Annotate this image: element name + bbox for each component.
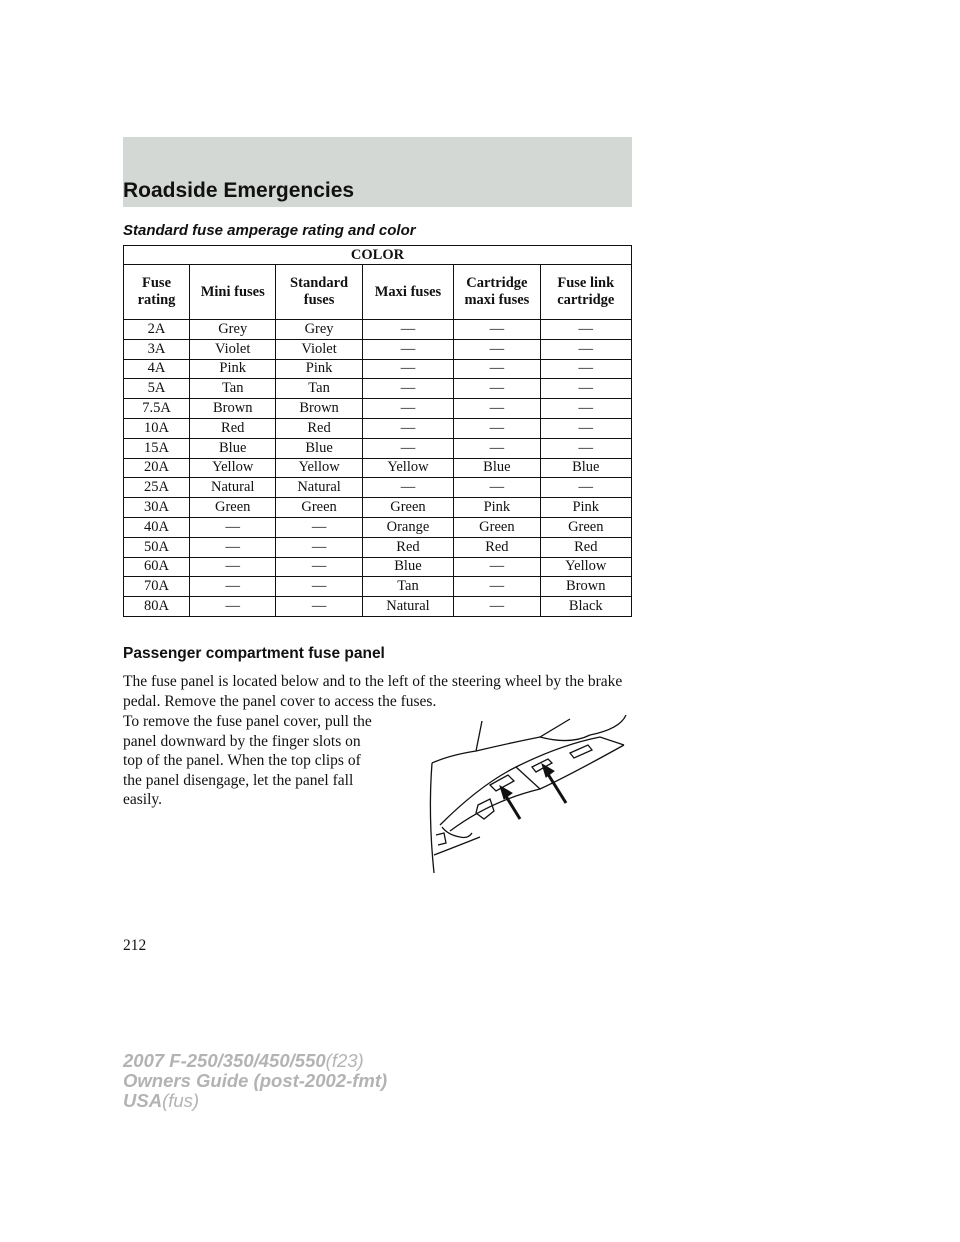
table-cell: — bbox=[362, 478, 453, 498]
color-group-header: COLOR bbox=[124, 246, 632, 265]
table-row bbox=[124, 458, 632, 478]
table-cell: 4A bbox=[124, 359, 190, 379]
table-row bbox=[124, 320, 632, 340]
table-cell: Yellow bbox=[276, 458, 362, 478]
table-row bbox=[124, 498, 632, 518]
table-row bbox=[124, 597, 632, 617]
document-footer bbox=[123, 1051, 387, 1111]
table-cell: — bbox=[276, 557, 362, 577]
table-cell: Pink bbox=[454, 498, 540, 518]
table-cell: Grey bbox=[276, 320, 362, 340]
table-cell: 7.5A bbox=[124, 399, 190, 419]
table-row bbox=[124, 537, 632, 557]
table-row bbox=[124, 359, 632, 379]
table-cell: Orange bbox=[362, 517, 453, 537]
table-cell: — bbox=[190, 517, 276, 537]
table-cell: — bbox=[362, 379, 453, 399]
table-cell: — bbox=[276, 517, 362, 537]
table-cell: — bbox=[362, 399, 453, 419]
paragraph-location: The fuse panel is located below and to the left of the steering wheel by the brake pedal. Remove the panel cover to access the fuses. bbox=[123, 673, 623, 710]
table-cell: Yellow bbox=[540, 557, 631, 577]
paragraph-removal: To remove the fuse panel cover, pull the panel downward by the finger slots on top of the panel. When the top clips of the panel disengage, let the panel fall easily. bbox=[123, 713, 372, 808]
section-title: Roadside Emergencies bbox=[123, 179, 355, 202]
column-header: Mini fuses bbox=[190, 265, 276, 320]
table-cell: — bbox=[454, 320, 540, 340]
footer-model-code: (f23) bbox=[325, 1050, 364, 1071]
table-cell: Pink bbox=[540, 498, 631, 518]
table-cell: Natural bbox=[362, 597, 453, 617]
table-cell: — bbox=[190, 597, 276, 617]
table-cell: — bbox=[540, 379, 631, 399]
table-cell: — bbox=[454, 597, 540, 617]
table-cell: Blue bbox=[540, 458, 631, 478]
table-cell: Red bbox=[454, 537, 540, 557]
column-header-row bbox=[124, 265, 632, 320]
table-cell: Tan bbox=[362, 577, 453, 597]
table-cell: 70A bbox=[124, 577, 190, 597]
table-cell: Yellow bbox=[190, 458, 276, 478]
table-cell: Green bbox=[454, 517, 540, 537]
table-cell: 25A bbox=[124, 478, 190, 498]
table-cell: Violet bbox=[276, 339, 362, 359]
table-cell: 10A bbox=[124, 418, 190, 438]
table-cell: Red bbox=[540, 537, 631, 557]
table-cell: Green bbox=[190, 498, 276, 518]
table-cell: — bbox=[454, 379, 540, 399]
table-cell: Blue bbox=[454, 458, 540, 478]
table-cell: — bbox=[454, 359, 540, 379]
table-cell: — bbox=[540, 418, 631, 438]
table-cell: — bbox=[454, 399, 540, 419]
table-cell: Natural bbox=[276, 478, 362, 498]
fuse-panel-illustration bbox=[420, 715, 632, 875]
table-cell: — bbox=[540, 438, 631, 458]
table-cell: 80A bbox=[124, 597, 190, 617]
footer-region: USA bbox=[123, 1090, 163, 1111]
table-cell: — bbox=[362, 339, 453, 359]
table-row bbox=[124, 339, 632, 359]
table-cell: 15A bbox=[124, 438, 190, 458]
table-cell: — bbox=[454, 478, 540, 498]
table-cell: Green bbox=[362, 498, 453, 518]
column-header: Fuse rating bbox=[124, 265, 190, 320]
table-cell: — bbox=[362, 359, 453, 379]
table-cell: Tan bbox=[190, 379, 276, 399]
table-cell: 60A bbox=[124, 557, 190, 577]
table-row bbox=[124, 557, 632, 577]
table-cell: Brown bbox=[540, 577, 631, 597]
table-row bbox=[124, 577, 632, 597]
table-row bbox=[124, 438, 632, 458]
table-cell: Grey bbox=[190, 320, 276, 340]
table-cell: — bbox=[540, 359, 631, 379]
table-cell: 50A bbox=[124, 537, 190, 557]
table-caption: Standard fuse amperage rating and color bbox=[123, 222, 416, 239]
table-cell: Yellow bbox=[362, 458, 453, 478]
table-cell: Red bbox=[276, 418, 362, 438]
table-row bbox=[124, 517, 632, 537]
table-cell: Black bbox=[540, 597, 631, 617]
table-cell: Green bbox=[276, 498, 362, 518]
table-cell: Pink bbox=[276, 359, 362, 379]
table-cell: Blue bbox=[190, 438, 276, 458]
table-row bbox=[124, 418, 632, 438]
table-cell: Blue bbox=[276, 438, 362, 458]
table-body bbox=[124, 320, 632, 617]
table-cell: — bbox=[454, 339, 540, 359]
table-cell: — bbox=[190, 557, 276, 577]
table-row bbox=[124, 478, 632, 498]
table-cell: — bbox=[454, 438, 540, 458]
footer-guide: Owners Guide (post-2002-fmt) bbox=[123, 1070, 388, 1091]
footer-region-code: (fus) bbox=[162, 1090, 200, 1111]
table-cell: — bbox=[362, 438, 453, 458]
table-cell: — bbox=[190, 537, 276, 557]
table-cell: — bbox=[362, 418, 453, 438]
column-header: Standard fuses bbox=[276, 265, 362, 320]
table-cell: Pink bbox=[190, 359, 276, 379]
table-cell: — bbox=[454, 577, 540, 597]
table-cell: — bbox=[540, 320, 631, 340]
table-cell: — bbox=[540, 339, 631, 359]
table-cell: 3A bbox=[124, 339, 190, 359]
table-cell: — bbox=[276, 597, 362, 617]
table-cell: Tan bbox=[276, 379, 362, 399]
table-cell: — bbox=[362, 320, 453, 340]
table-cell: 30A bbox=[124, 498, 190, 518]
table-cell: Red bbox=[362, 537, 453, 557]
table-cell: 40A bbox=[124, 517, 190, 537]
table-cell: Red bbox=[190, 418, 276, 438]
column-header: Maxi fuses bbox=[362, 265, 453, 320]
table-cell: — bbox=[540, 478, 631, 498]
table-cell: 2A bbox=[124, 320, 190, 340]
table-cell: 20A bbox=[124, 458, 190, 478]
fuse-color-table bbox=[123, 245, 632, 617]
table-cell: — bbox=[276, 577, 362, 597]
table-row bbox=[124, 399, 632, 419]
table-cell: Natural bbox=[190, 478, 276, 498]
table-cell: — bbox=[190, 577, 276, 597]
table-cell: Violet bbox=[190, 339, 276, 359]
column-header: Cartridge maxi fuses bbox=[454, 265, 540, 320]
column-header: Fuse link cartridge bbox=[540, 265, 631, 320]
subheading: Passenger compartment fuse panel bbox=[123, 645, 385, 662]
table-cell: — bbox=[454, 557, 540, 577]
table-cell: — bbox=[540, 399, 631, 419]
table-cell: Blue bbox=[362, 557, 453, 577]
footer-model: 2007 F-250/350/450/550 bbox=[123, 1050, 326, 1071]
table-cell: Green bbox=[540, 517, 631, 537]
table-row bbox=[124, 379, 632, 399]
table-cell: Brown bbox=[276, 399, 362, 419]
table-cell: Brown bbox=[190, 399, 276, 419]
table-cell: 5A bbox=[124, 379, 190, 399]
table-cell: — bbox=[276, 537, 362, 557]
page-number: 212 bbox=[123, 937, 147, 954]
table-cell: — bbox=[454, 418, 540, 438]
